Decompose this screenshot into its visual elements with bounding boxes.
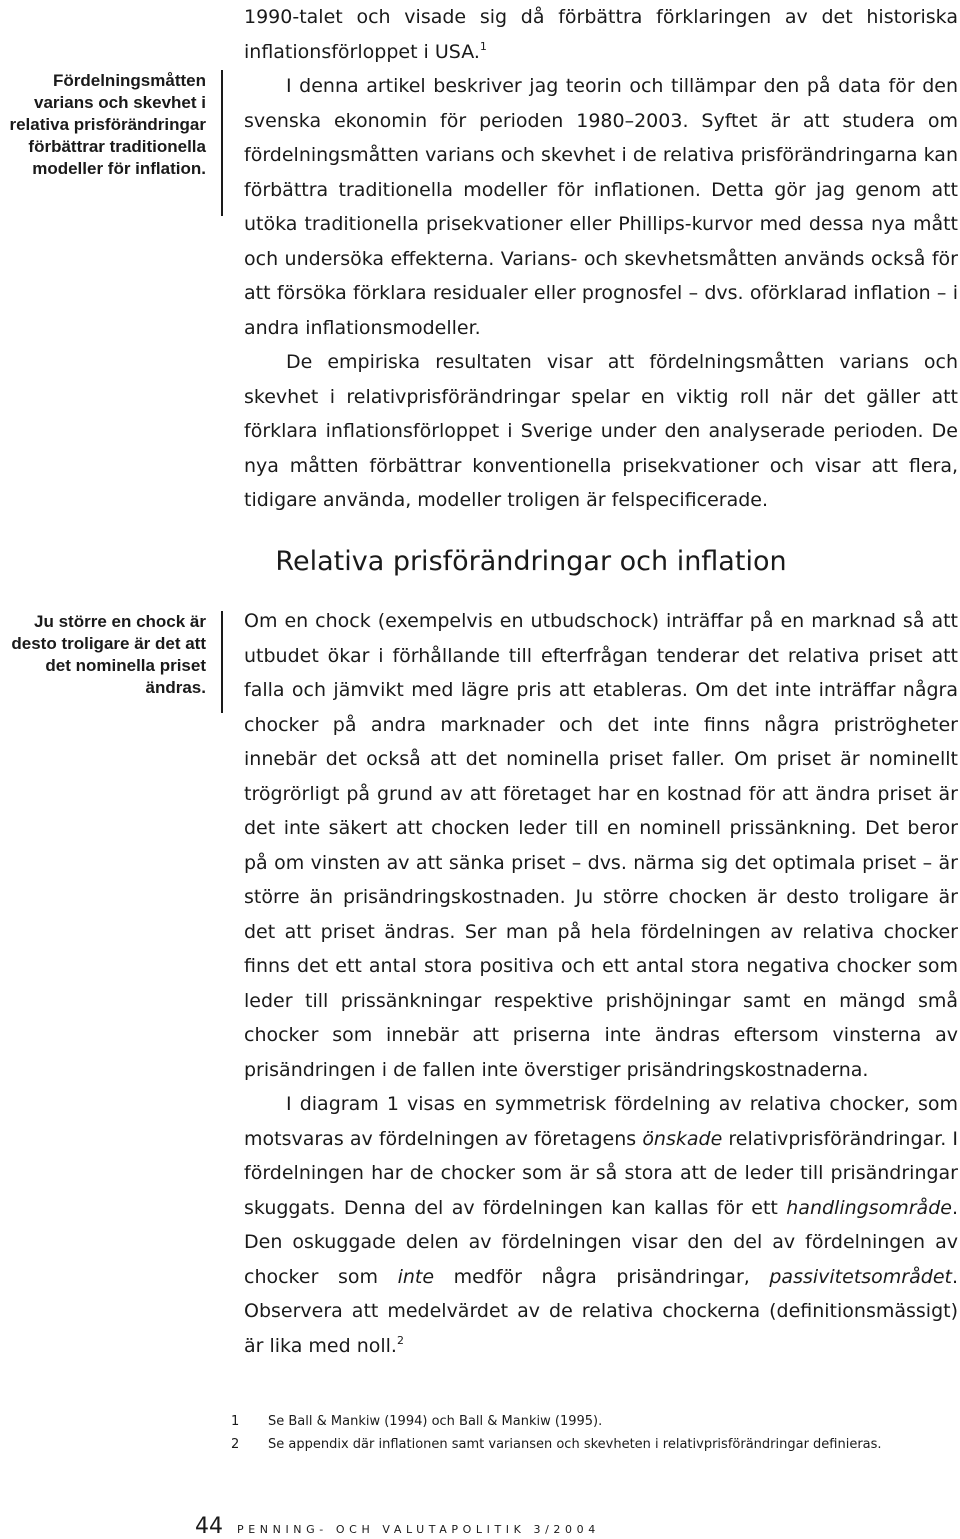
running-title: PENNING- OCH VALUTAPOLITIK 3/2004	[237, 1523, 600, 1536]
intro-paragraph-1: 1990-talet och visade sig då förbättra förklaringen av det historiska inflationsförloppet i USA.$^1$	[244, 6, 958, 63]
section-paragraph-1: Om en chock (exempelvis en utbudschock) inträffar på en marknad så att utbudet ökar i förhållande till efterfrågan tenderar det relativa priset att falla och jämvikt med lägre pris att etableras. Om det inte inträffar några chocker på andra marknader och det inte finns några priströgheter innebär det också att det nominella priset faller. Om priset är nominellt trögrörligt på grund av att företaget har en kostnad för att ändra priset är det inte säkert att chocken leder till en nominell prissänkning. Det beror på om vinsten av att sänka priset – dvs. närma sig det optimala priset – är större än prisändringskostnaden. Ju större chocken är desto troligare är det att priset ändras. Ser man på hela fördelningen av relativa chocker finns det ett antal stora positiva och ett antal stora negativa chocker som leder till prissänkningar respektive prishöjningar samt en mängd små chocker som innebär att priserna inte ändras eftersom vinsterna av prisändringen i de fallen inte överstiger prisändringskostnaderna.	[244, 610, 958, 1081]
page-number: 44	[195, 1514, 223, 1539]
section-heading: Relativa prisförändringar och inflation	[275, 546, 787, 577]
footnote-number: 2	[231, 1437, 240, 1452]
intro-body	[244, 0, 958, 518]
footnote-text: Se Ball & Mankiw (1994) och Ball & Mankiw (1995).	[268, 1414, 603, 1429]
page-footer	[195, 1516, 600, 1538]
section-paragraph-2: I diagram 1 visas en symmetrisk fördelning av relativa chocker, som motsvaras av fördelningen av företagens önskade relativprisförändringar. I fördelningen har de chocker som är så stora att de leder till prisändringar skuggats. Denna del av fördelningen kan kallas för ett handlingsområde. Den oskuggade delen av fördelningen visar den del av fördelningen av chocker som inte medför några prisändringar, passivitetsområdet. Observera att medelvärdet av de relativa chockerna (definitionsmässigt) är lika med noll.$^2$	[244, 1093, 958, 1357]
sidenote-variance-skewness: Fördelningsmåtten varians och skevhet i relativa prisförändringar förbättrar traditionella modeller för inflation.	[9, 71, 206, 178]
footnote	[231, 1433, 951, 1456]
intro-paragraph-3: De empiriska resultaten visar att fördelningsmåtten varians och skevhet i relativprisförändringar spelar en viktig roll när det gäller att förklara inflationsförloppet i Sverige under den analyserade perioden. De nya måtten förbättrar konventionella prisekvationer och visar att flera, tidigare använda, modeller troligen är felspecificerade.	[244, 351, 958, 511]
sidenote-rule	[221, 611, 223, 713]
footnote-ref: 2	[396, 1333, 404, 1347]
footnote-ref: 1	[479, 39, 487, 53]
footnotes	[231, 1410, 951, 1456]
sidenote-rule	[221, 70, 223, 216]
section-body	[244, 604, 958, 1363]
footnote-text: Se appendix där inflationen samt variansen och skevheten i relativprisförändringar definieras.	[268, 1437, 882, 1452]
footnote	[231, 1410, 951, 1433]
intro-paragraph-2: I denna artikel beskriver jag teorin och tillämpar den på data för den svenska ekonomin för perioden 1980–2003. Syftet är att studera om fördelningsmåtten varians och skevhet i de relativa prisförändringarna kan förbättra traditionella modeller för inflationen. Detta gör jag genom att utöka traditionella prisekvationer eller Phillips-kurvor med dessa nya mått och undersöka effekterna. Varians- och skevhetsmåtten används också för att försöka förklara residualer eller prognosfel – dvs. oförklarad inflation – i andra inflationsmodeller.	[244, 75, 958, 339]
sidenote-shock-size: Ju större en chock är desto troligare är det att det nominella priset ändras.	[11, 612, 206, 697]
footnote-number: 1	[231, 1414, 240, 1429]
